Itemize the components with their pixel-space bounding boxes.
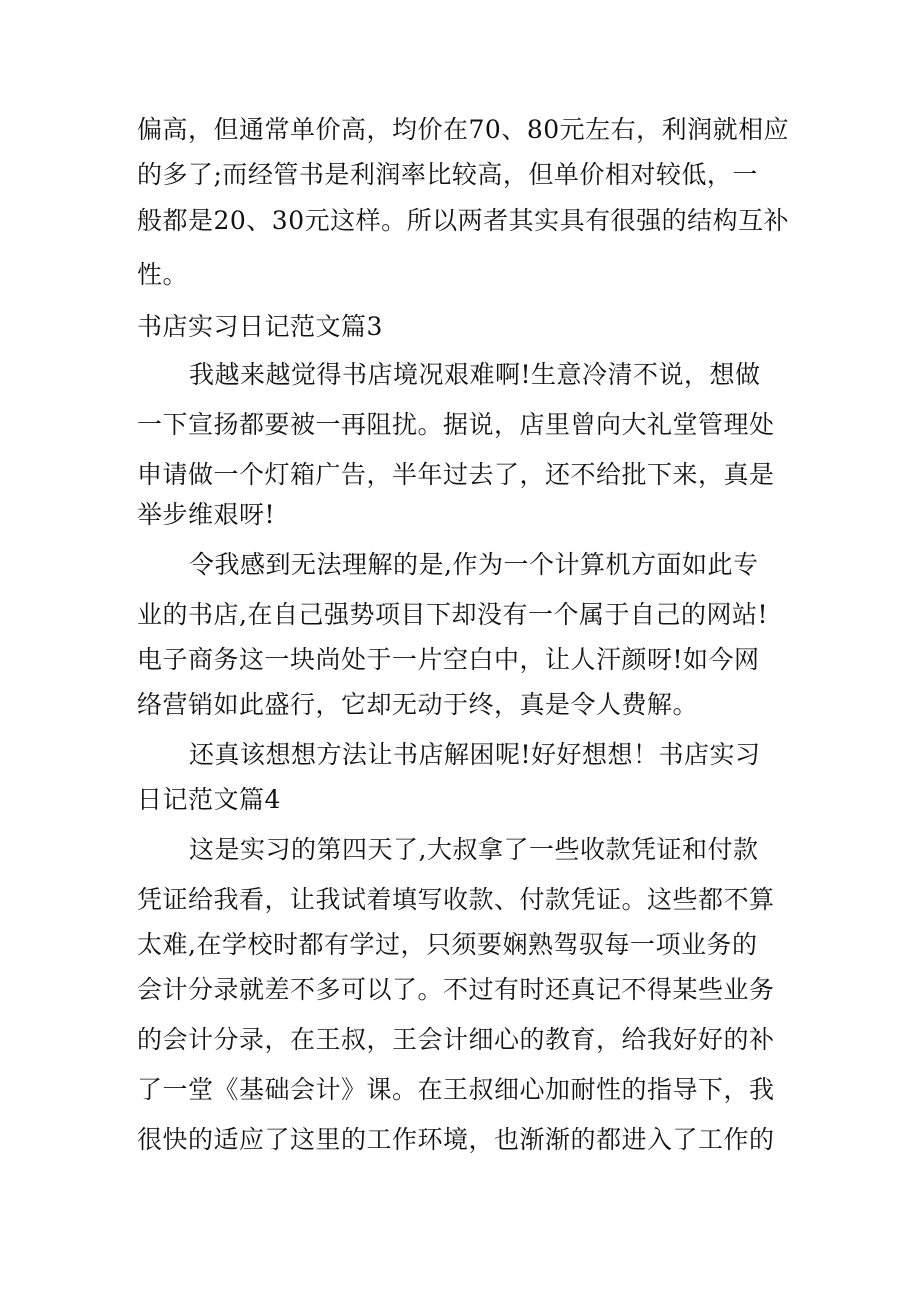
text-line: 很快的适应了这里的工作环境，也渐渐的都进入了工作的 <box>137 1125 775 1154</box>
text-line: 申请做一个灯箱广告，半年过去了，还不给批下来，真是 <box>137 460 775 489</box>
section-heading: 日记范文篇4 <box>137 785 281 814</box>
text-line: 这是实习的第四天了,大叔拿了一些收款凭证和付款 <box>189 835 759 864</box>
text-line: 的会计分录，在王叔，王会计细心的教育，给我好好的补 <box>137 1025 775 1054</box>
text-line: 了一堂《基础会计》课。在王叔细心加耐性的指导下，我 <box>137 1075 775 1104</box>
text-line: 业的书店,在自己强势项目下却没有一个属于自己的网站! <box>137 600 768 629</box>
section-heading: 书店实习日记范文篇3 <box>137 312 383 341</box>
text-line: 一下宣扬都要被一再阻扰。据说，店里曾向大礼堂管理处 <box>137 410 775 439</box>
text-line: 电子商务这一块尚处于一片空白中，让人汗颜呀!如今网 <box>137 645 760 674</box>
text-line: 性。 <box>137 260 189 289</box>
text-line: 还真该想想方法让书店解困呢!好好想想！书店实习 <box>189 740 761 769</box>
text-line: 会计分录就差不多可以了。不过有时还真记不得某些业务 <box>137 975 775 1004</box>
text-line: 我越来越觉得书店境况艰难啊!生意冷清不说，想做 <box>189 360 761 389</box>
text-line: 络营销如此盛行，它却无动于终，真是令人费解。 <box>137 690 699 719</box>
text-line: 般都是20、30元这样。所以两者其实具有很强的结构互补 <box>137 206 790 235</box>
text-line: 偏高，但通常单价高，均价在70、80元左右，利润就相应 <box>137 115 790 144</box>
text-line: 凭证给我看，让我试着填写收款、付款凭证。这些都不算 <box>137 885 775 914</box>
text-line: 令我感到无法理解的是,作为一个计算机方面如此专 <box>189 550 759 579</box>
text-line: 的多了;而经管书是利润率比较高，但单价相对较低，一 <box>137 160 758 189</box>
text-line: 太难,在学校时都有学过，只须要娴熟驾驭每一项业务的 <box>137 930 758 959</box>
text-line: 举步维艰呀! <box>137 500 276 529</box>
